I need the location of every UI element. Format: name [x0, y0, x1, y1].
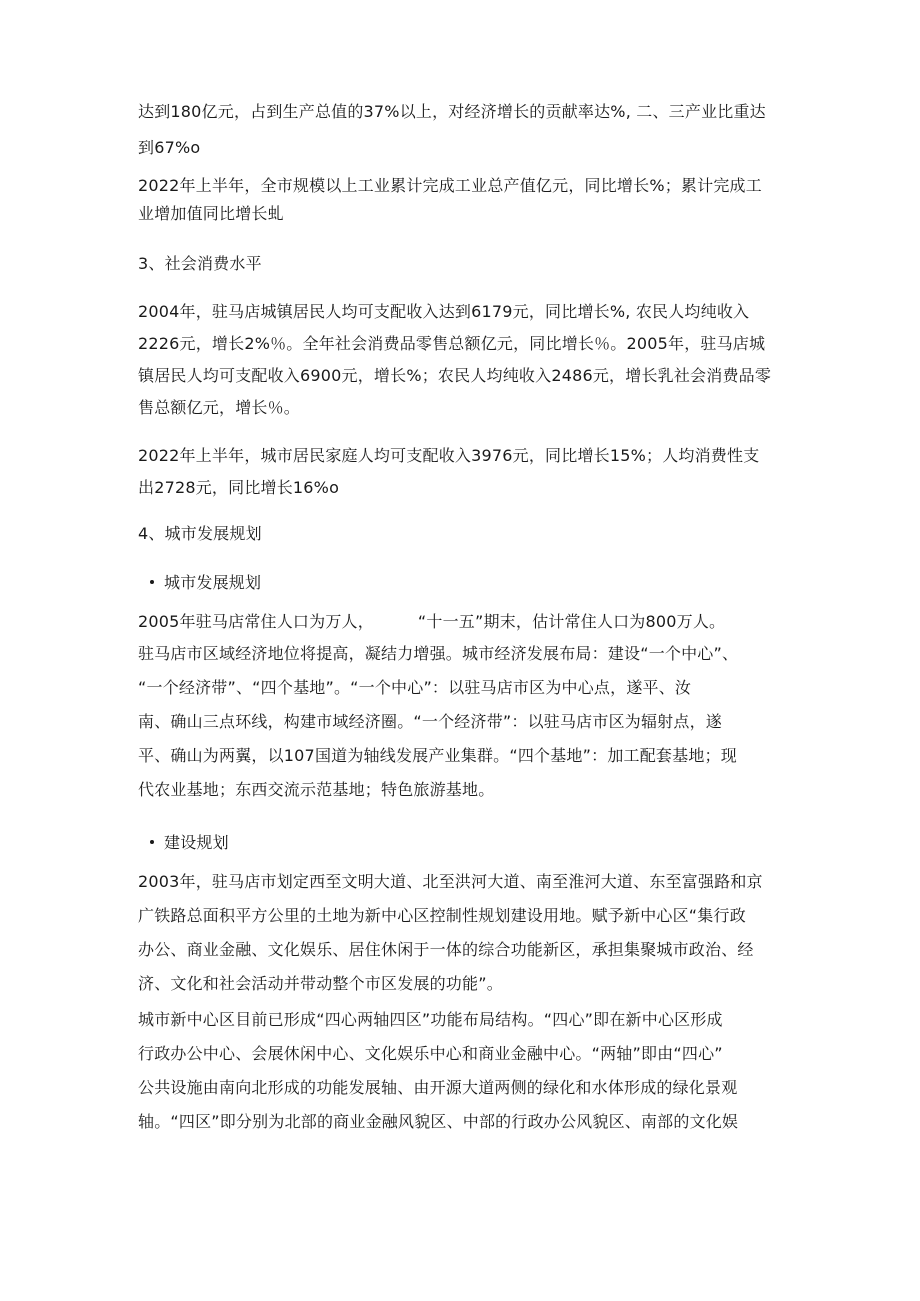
paragraph-line: 达到180亿元，占到生产总值的37%以上，对经济增长的贡献率达%, 二、三产业比重达	[138, 102, 766, 121]
bullet-label: 建设规划	[164, 833, 229, 852]
bullet-item	[150, 573, 261, 593]
paragraph-line: 业增加值同比增长虬	[138, 204, 284, 223]
line-segment: 2005年驻马店常住人口为万人，	[138, 612, 374, 631]
paragraph-line: 售总额亿元，增长％。	[138, 398, 301, 417]
paragraph-line: 驻马店市区域经济地位将提高，凝结力增强。城市经济发展布局：建设“一个中心”、	[138, 644, 739, 663]
paragraph-line: 2226元，增长2%％。全年社会消费品零售总额亿元，同比增长％。2005年，驻马店城	[138, 334, 766, 353]
section-heading-4: 4、城市发展规划	[138, 524, 262, 543]
paragraph-line: 平、确山为两翼，以107国道为轴线发展产业集群。“四个基地”：加工配套基地；现	[138, 746, 737, 765]
section-heading-3: 3、社会消费水平	[138, 254, 262, 273]
paragraph-line: 2004年，驻马店城镇居民人均可支配收入达到6179元，同比增长%, 农民人均纯收入	[138, 302, 750, 321]
bullet-dot-icon	[150, 840, 154, 844]
paragraph-line: 轴。“四区”即分别为北部的商业金融风貌区、中部的行政办公风貌区、南部的文化娱	[138, 1112, 739, 1131]
paragraph-line: 到67%o	[138, 138, 201, 157]
paragraph-line: 广铁路总面积平方公里的土地为新中心区控制性规划建设用地。赋予新中心区“集行政	[138, 906, 746, 925]
paragraph-line: 城市新中心区目前已形成“四心两轴四区”功能布局结构。“四心”即在新中心区形成	[138, 1010, 723, 1029]
bullet-item	[150, 833, 229, 853]
bullet-dot-icon	[150, 580, 154, 584]
paragraph-line: 2022年上半年，全市规模以上工业累计完成工业总产值亿元，同比增长%；累计完成工	[138, 176, 762, 195]
paragraph-line: 2022年上半年，城市居民家庭人均可支配收入3976元，同比增长15%；人均消费性支	[138, 446, 760, 465]
paragraph-line: 济、文化和社会活动并带动整个市区发展的功能”。	[138, 974, 503, 993]
paragraph-line: 办公、商业金融、文化娱乐、居住休闲于一体的综合功能新区，承担集聚城市政治、经	[138, 940, 754, 959]
bullet-label: 城市发展规划	[164, 573, 262, 592]
paragraph-line: “一个经济带”、“四个基地”。“一个中心”：以驻马店市区为中心点，遂平、汝	[138, 678, 692, 697]
paragraph-line: 行政办公中心、会展休闲中心、文化娱乐中心和商业金融中心。“两轴”即由“四心”	[138, 1044, 723, 1063]
paragraph-line: 南、确山三点环线，构建市域经济圈。“一个经济带”：以驻马店市区为辐射点，遂	[138, 712, 722, 731]
paragraph-line: 出2728元，同比增长16%o	[138, 478, 340, 497]
paragraph-line: 2003年，驻马店市划定西至文明大道、北至洪河大道、南至淮河大道、东至富强路和京	[138, 872, 763, 891]
paragraph-line: 代农业基地；东西交流示范基地；特色旅游基地。	[138, 780, 495, 799]
paragraph-line	[138, 612, 725, 632]
paragraph-line: 公共设施由南向北形成的功能发展轴、由开源大道两侧的绿化和水体形成的绿化景观	[138, 1078, 738, 1097]
line-segment: “十一五”期末，估计常住人口为800万人。	[417, 612, 726, 631]
paragraph-line: 镇居民人均可支配收入6900元，增长%；农民人均纯收入2486元，增长乳社会消费品零	[138, 366, 772, 385]
